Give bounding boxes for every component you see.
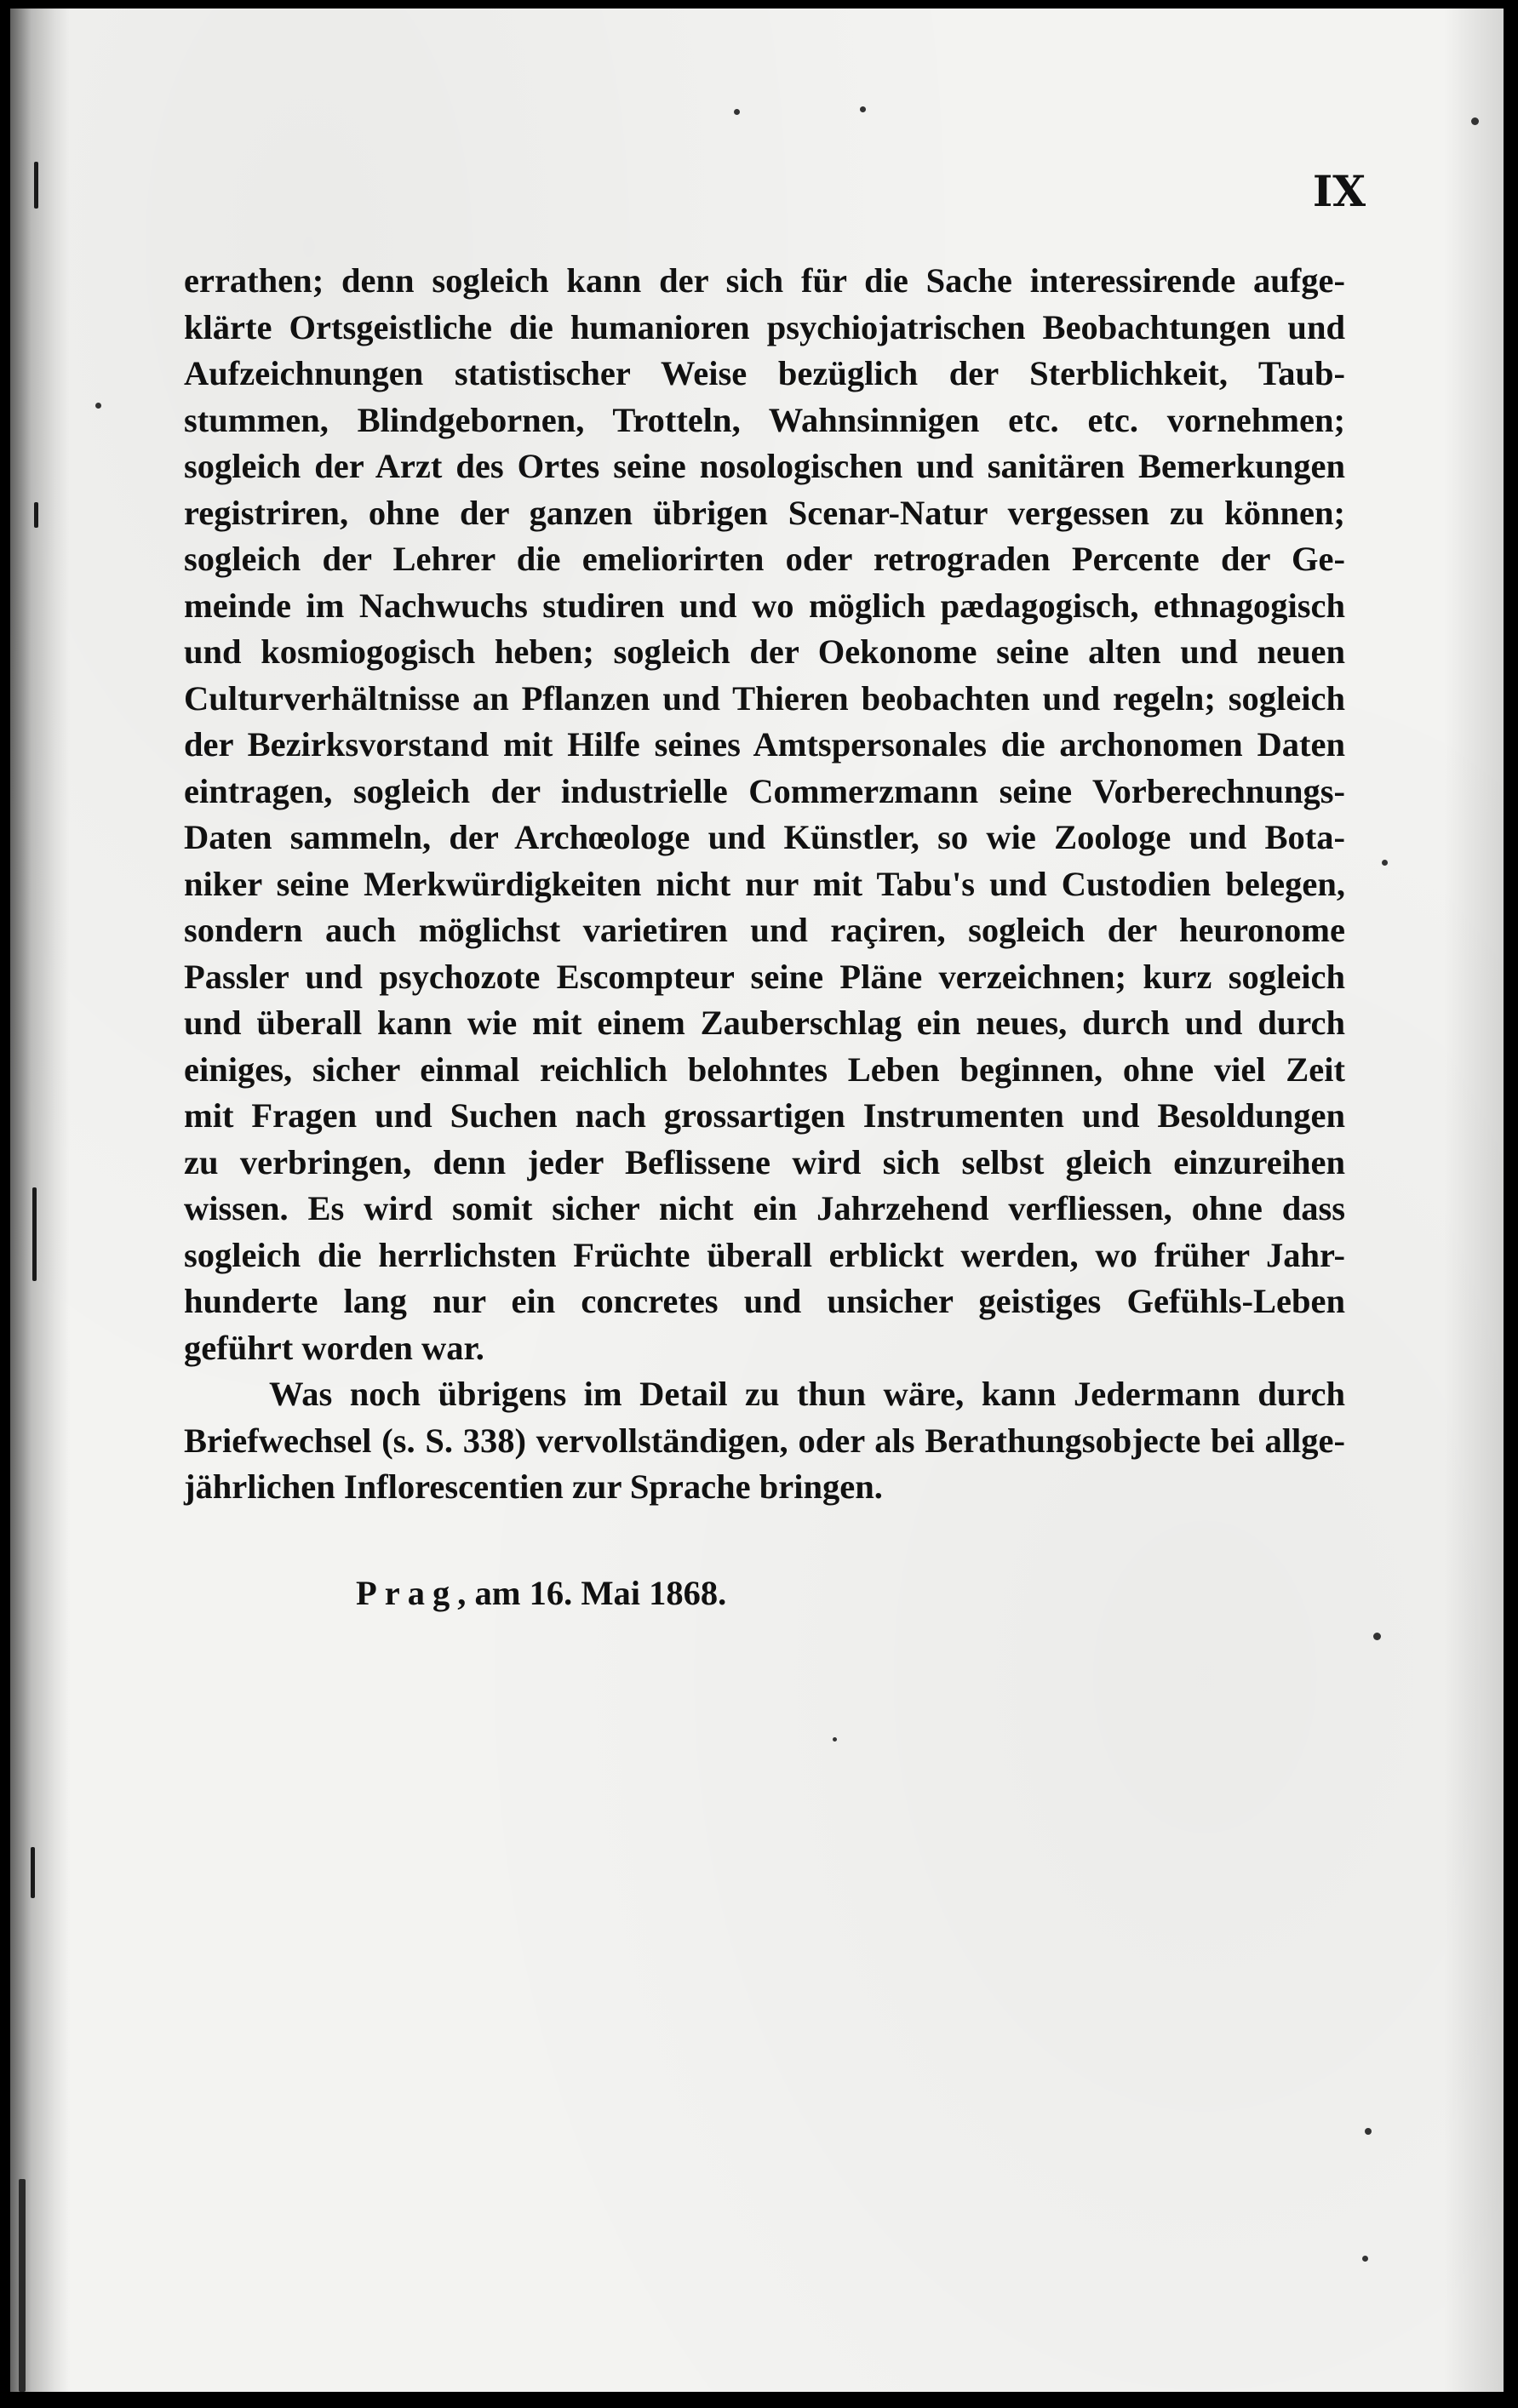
text-line: sogleich die herrlichsten Früchte überall erblickt werden, wo früher Jahr- xyxy=(184,1235,1345,1274)
body-text xyxy=(184,258,1345,1511)
text-line: sogleich der Lehrer die emeliorirten oder retrograden Percente der Ge- xyxy=(184,540,1345,578)
paper-speck xyxy=(833,1737,837,1742)
text-line: hunderte lang nur ein concretes und unsicher geistiges Gefühls-Leben xyxy=(184,1282,1345,1320)
text-line: der Bezirksvorstand mit Hilfe seines Amtspersonales die archonomen Daten xyxy=(184,725,1345,764)
paragraph-1 xyxy=(184,258,1345,1371)
paper-speck xyxy=(1471,117,1479,125)
text-line: und überall kann wie mit einem Zauberschlag ein neues, durch und durch xyxy=(184,1004,1345,1042)
text-line: Briefwechsel (s. S. 338) vervollständigen, oder als Berathungsobjecte bei allge- xyxy=(184,1421,1345,1460)
text-line: registriren, ohne der ganzen übrigen Scenar-Natur vergessen zu können; xyxy=(184,493,1345,532)
text-line: stummen, Blindgebornen, Trotteln, Wahnsinnigen etc. etc. vornehmen; xyxy=(184,400,1345,439)
gutter-mark xyxy=(34,162,38,209)
text-line: sogleich der Arzt des Ortes seine nosologischen und sanitären Bemerkungen xyxy=(184,447,1345,485)
paper-speck xyxy=(734,109,740,115)
gutter-mark xyxy=(19,2179,26,2392)
gutter-mark xyxy=(32,1187,37,1281)
paper-speck xyxy=(860,106,866,112)
text-line: Was noch übrigens im Detail zu thun wäre, kann Jedermann durch xyxy=(269,1375,1345,1413)
text-line: zu verbringen, denn jeder Beflissene wird sich selbst gleich einzureihen xyxy=(184,1142,1345,1181)
text-line: eintragen, sogleich der industrielle Commerzmann seine Vorberechnungs- xyxy=(184,771,1345,810)
text-line: und kosmiogogisch heben; sogleich der Oekonome seine alten und neuen xyxy=(184,632,1345,671)
page-number: IX xyxy=(1312,166,1366,216)
text-line: niker seine Merkwürdigkeiten nicht nur mit Tabu's und Custodien belegen, xyxy=(184,864,1345,903)
place-name: Prag xyxy=(356,1574,458,1612)
paper-speck xyxy=(95,403,101,409)
text-line: Culturverhältnisse an Pflanzen und Thieren beobachten und regeln; sogleich xyxy=(184,678,1345,718)
text-line: wissen. Es wird somit sicher nicht ein Jahrzehend verfliessen, ohne dass xyxy=(184,1189,1345,1227)
text-line: Daten sammeln, der Archœologe und Künstler, so wie Zoologe und Bota- xyxy=(184,818,1345,856)
binding-gutter xyxy=(10,9,70,2392)
paper-speck xyxy=(1373,1633,1381,1640)
text-line: einiges, sicher einmal reichlich belohntes Leben beginnen, ohne viel Zeit xyxy=(184,1050,1345,1089)
paper-speck xyxy=(1362,2256,1368,2262)
text-line: klärte Ortsgeistliche die humanioren psychiojatrischen Beobachtungen und xyxy=(184,307,1345,346)
place-date-line xyxy=(356,1573,726,1613)
text-line: Passler und psychozote Escompteur seine Pläne verzeichnen; kurz sogleich xyxy=(184,957,1345,996)
text-line: mit Fragen und Suchen nach grossartigen Instrumenten und Besoldungen xyxy=(184,1096,1345,1135)
text-line: jährlichen Inflorescentien zur Sprache bringen. xyxy=(184,1467,883,1506)
text-line: Aufzeichnungen statistischer Weise bezüglich der Sterblichkeit, Taub- xyxy=(184,354,1345,392)
gutter-mark xyxy=(31,1847,35,1898)
text-line: geführt worden war. xyxy=(184,1328,484,1367)
date-text: , am 16. Mai 1868. xyxy=(457,1574,727,1612)
text-line: sondern auch möglichst varietiren und raçiren, sogleich der heuronome xyxy=(184,911,1345,949)
text-line: errathen; denn sogleich kann der sich für die Sache interessirende aufge- xyxy=(184,261,1345,300)
text-line: meinde im Nachwuchs studiren und wo möglich pædagogisch, ethnagogisch xyxy=(184,586,1345,625)
gutter-mark xyxy=(34,502,38,528)
paper-speck xyxy=(1365,2128,1372,2135)
paper-speck xyxy=(1382,860,1388,866)
paragraph-2 xyxy=(184,1371,1345,1511)
